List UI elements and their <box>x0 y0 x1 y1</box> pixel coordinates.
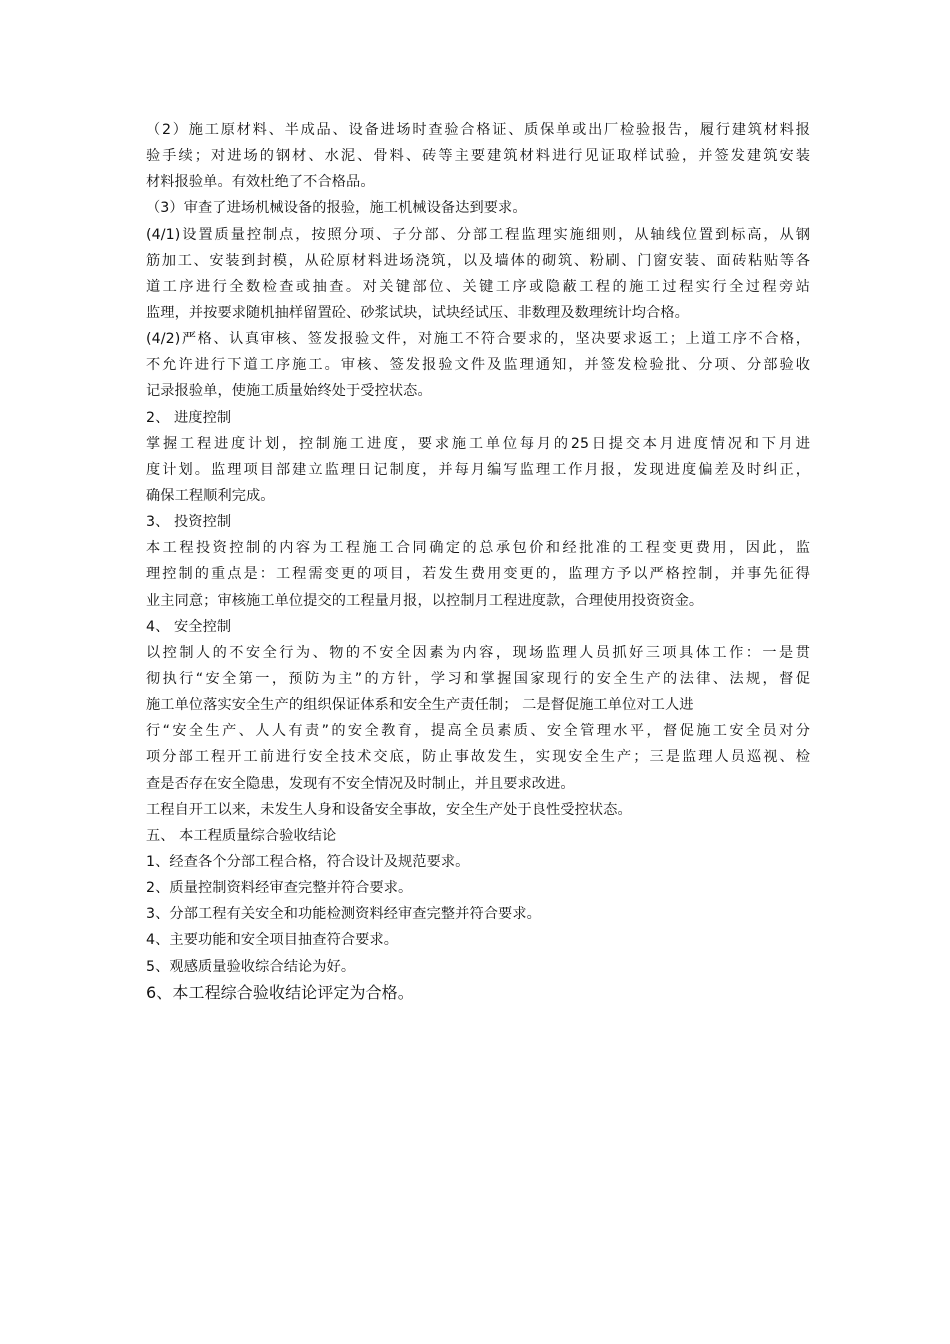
text-line: 记录报验单，使施工质量始终处于受控状态。 <box>146 383 432 400</box>
text-line: (4/1)设置质量控制点，按照分项、子分部、分部工程监理实施细则，从轴线位置到标高，从钢 <box>146 226 810 243</box>
text-line: 查是否存在安全隐患，发现有不安全情况及时制止，并且要求改进。 <box>146 775 575 792</box>
text-line: (4/2)严格、认真审核、签发报验文件，对施工不符合要求的，坚决要求返工；上道工序不合格， <box>146 331 810 348</box>
text-line: 5、观感质量验收综合结论为好。 <box>146 958 356 975</box>
text-line: 材料报验单。有效杜绝了不合格品。 <box>146 174 375 191</box>
text-line: 以控制人的不安全行为、物的不安全因素为内容，现场监理人员抓好三项具体工作：一是贯 <box>146 644 810 661</box>
text-line: 4、主要功能和安全项目抽查符合要求。 <box>146 932 399 949</box>
text-line: 掌握工程进度计划，控制施工进度，要求施工单位每月的25日提交本月进度情况和下月进 <box>146 435 810 452</box>
text-line: 本工程投资控制的内容为工程施工合同确定的总承包价和经批准的工程变更费用，因此，监 <box>146 540 810 557</box>
text-line: 3、 投资控制 <box>146 514 232 531</box>
text-line: 施工单位落实安全生产的组织保证体系和安全生产责任制； 二是督促施工单位对工人进 <box>146 697 694 714</box>
text-line: 不允许进行下道工序施工。审核、签发报验文件及监理通知，并签发检验批、分项、分部验收 <box>146 357 810 374</box>
text-line: 业主同意；审核施工单位提交的工程量月报，以控制月工程进度款，合理使用投资资金。 <box>146 592 704 609</box>
text-line: 4、 安全控制 <box>146 618 232 635</box>
text-line: 6、本工程综合验收结论评定为合格。 <box>146 982 414 1002</box>
text-line: 项分部工程开工前进行安全技术交底，防止事故发生，实现安全生产；三是监理人员巡视、检 <box>146 749 810 766</box>
text-line: 2、 进度控制 <box>146 409 232 426</box>
text-line: 彻执行“安全第一，预防为主”的方针，学习和掌握国家现行的安全生产的法律、法规，督促 <box>146 670 810 687</box>
text-line: 工程自开工以来，未发生人身和设备安全事故，安全生产处于良性受控状态。 <box>146 801 632 818</box>
text-line: 行“安全生产、人人有责”的安全教育，提高全员素质、安全管理水平，督促施工安全员对分 <box>146 723 810 740</box>
text-line: 1、经查各个分部工程合格，符合设计及规范要求。 <box>146 853 470 870</box>
text-line: 五、 本工程质量综合验收结论 <box>146 827 337 844</box>
text-line: 验手续；对进场的钢材、水泥、骨料、砖等主要建筑材料进行见证取样试验，并签发建筑安装 <box>146 148 810 165</box>
text-line: （2）施工原材料、半成品、设备进场时查验合格证、质保单或出厂检验报告，履行建筑材料报 <box>146 122 810 138</box>
text-line: 理控制的重点是：工程需变更的项目，若发生费用变更的，监理方予以严格控制，并事先征得 <box>146 566 810 583</box>
text-line: 度计划。监理项目部建立监理日记制度，并每月编写监理工作月报，发现进度偏差及时纠正， <box>146 461 810 478</box>
text-line: 3、分部工程有关安全和功能检测资料经审查完整并符合要求。 <box>146 906 541 923</box>
text-line: 确保工程顺利完成。 <box>146 487 275 504</box>
document-body <box>146 117 810 1006</box>
text-line: 筋加工、安装到封模，从砼原材料进场浇筑，以及墙体的砌筑、粉刷、门窗安装、面砖粘贴等各 <box>146 252 810 269</box>
text-line: 监理，并按要求随机抽样留置砼、砂浆试块，试块经试压、非数理及数理统计均合格。 <box>146 304 689 321</box>
text-line: 2、质量控制资料经审查完整并符合要求。 <box>146 880 413 897</box>
text-line: （3）审查了进场机械设备的报验，施工机械设备达到要求。 <box>146 200 527 217</box>
text-line: 道工序进行全数检查或抽查。对关键部位、关键工序或隐蔽工程的施工过程实行全过程旁站 <box>146 278 810 295</box>
